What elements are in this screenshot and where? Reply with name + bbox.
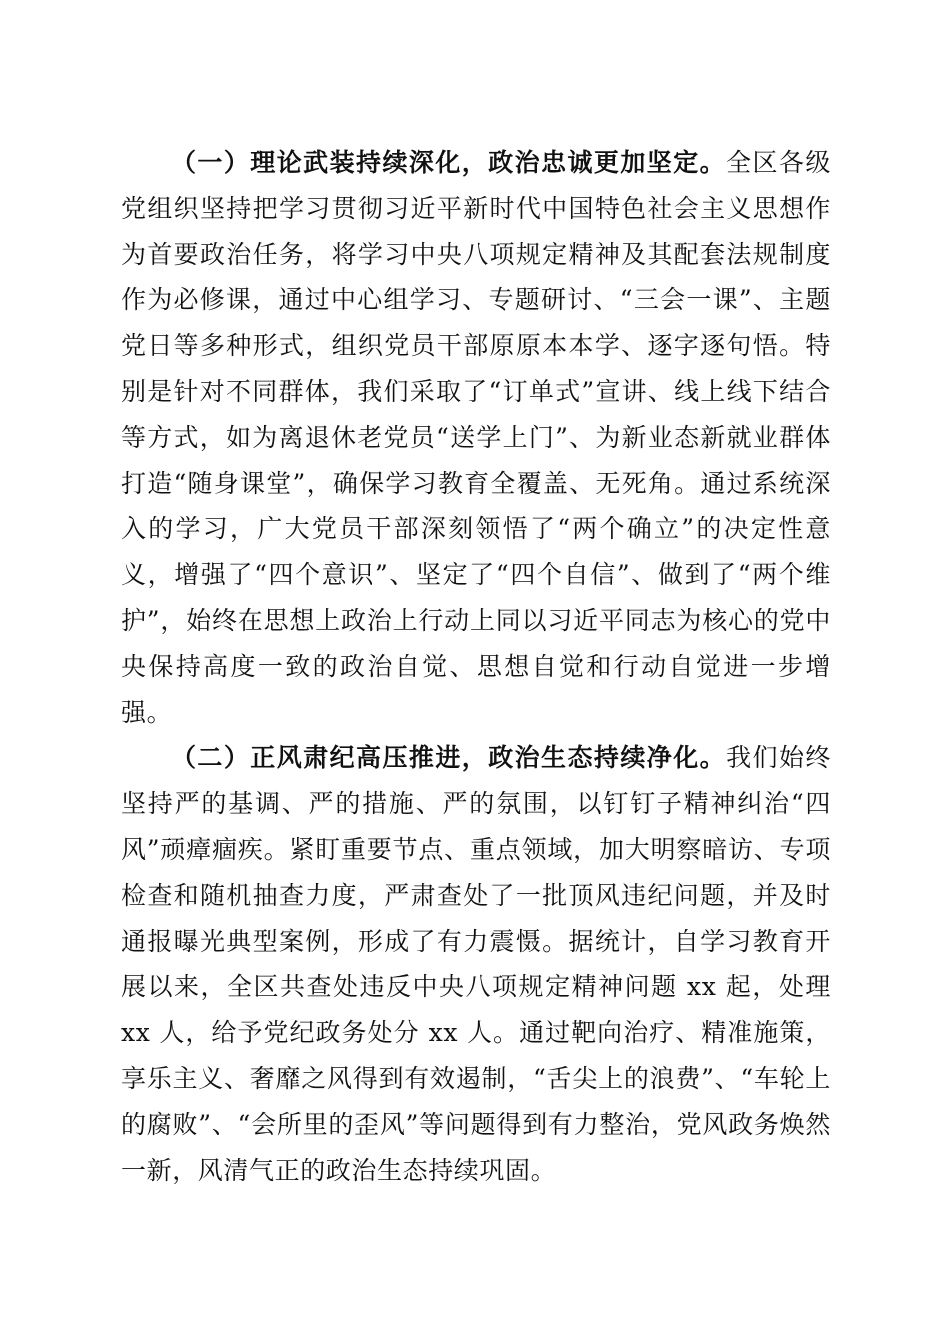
paragraph-1 (121, 140, 831, 735)
paragraph-2 (121, 735, 831, 1193)
paragraph-2-heading: （二）正风肃纪高压推进，政治生态持续净化。 (171, 743, 727, 773)
document-page (121, 140, 831, 1193)
paragraph-1-heading: （一）理论武装持续深化，政治忠诚更加坚定。 (171, 148, 727, 177)
paragraph-2-body: 我们始终坚持严的基调、严的措施、严的氛围，以钉钉子精神纠治“四风”顽瘴痼疾。紧盯重要节点、重点领域，加大明察暗访、专项检查和随机抽查力度，严肃查处了一批顶风违纪问题，并及时通报曝光典型案例，形成了有力震慑。据统计，自学习教育开展以来，全区共查处违反中央八项规定精神问题 xx 起，处理 xx 人，给予党纪政务处分 xx 人。通过靶向治疗、精准施策，享乐主义、奢靡之风得到有效遏制，“舌尖上的浪费”、“车轮上的腐败”、“会所里的歪风”等问题得到有力整治，党风政务焕然一新，风清气正的政治生态持续巩固。 (121, 743, 831, 1185)
paragraph-1-body: 全区各级党组织坚持把学习贯彻习近平新时代中国特色社会主义思想作为首要政治任务，将学习中央八项规定精神及其配套法规制度作为必修课，通过中心组学习、专题研讨、“三会一课”、主题党日等多种形式，组织党员干部原原本本学、逐字逐句悟。特别是针对不同群体，我们采取了“订单式”宣讲、线上线下结合等方式，如为离退休老党员“送学上门”、为新业态新就业群体打造“随身课堂”，确保学习教育全覆盖、无死角。通过系统深入的学习，广大党员干部深刻领悟了“两个确立”的决定性意义，增强了“四个意识”、坚定了“四个自信”、做到了“两个维护”，始终在思想上政治上行动上同以习近平同志为核心的党中央保持高度一致的政治自觉、思想自觉和行动自觉进一步增强。 (121, 148, 831, 727)
